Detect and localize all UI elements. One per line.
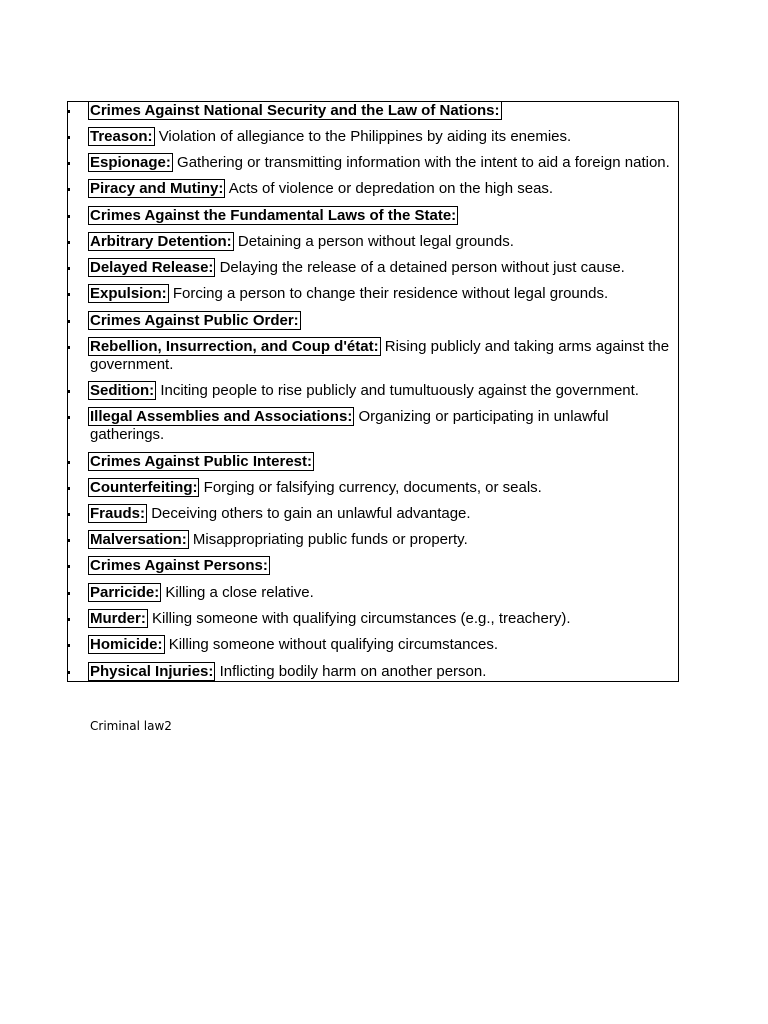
category-heading: Crimes Against Public Order: bbox=[90, 312, 299, 329]
bullet-icon bbox=[67, 390, 70, 393]
term-description: Rising publicly and taking arms against the government. bbox=[90, 338, 670, 373]
term-description: Inciting people to rise publicly and tumultuously against the government. bbox=[160, 382, 639, 399]
bullet-icon bbox=[67, 513, 70, 516]
category-heading: Crimes Against the Fundamental Laws of the State: bbox=[90, 207, 457, 224]
term-label: Murder: bbox=[90, 610, 146, 627]
term-description: Violation of allegiance to the Philippines by aiding its enemies. bbox=[158, 128, 572, 145]
term-description: Acts of violence or depredation on the high seas. bbox=[228, 180, 554, 197]
bullet-icon bbox=[67, 618, 70, 621]
term-label: Expulsion: bbox=[90, 285, 167, 302]
bullet-icon bbox=[67, 267, 70, 270]
term-label: Physical Injuries: bbox=[90, 663, 214, 680]
bullet-icon bbox=[67, 565, 70, 568]
term-label: Rebellion, Insurrection, and Coup d'état: bbox=[90, 338, 379, 355]
term-label: Parricide: bbox=[90, 584, 160, 601]
bullet-icon bbox=[67, 416, 70, 419]
bullet-icon bbox=[67, 110, 70, 113]
term-description: Forging or falsifying currency, documents, or seals. bbox=[203, 479, 542, 496]
term-label: Arbitrary Detention: bbox=[90, 233, 232, 250]
category-heading: Crimes Against Public Interest: bbox=[90, 453, 312, 470]
bullet-icon bbox=[67, 671, 70, 674]
category-heading: Crimes Against National Security and the Law of Nations: bbox=[90, 102, 500, 119]
bullet-icon bbox=[67, 592, 70, 595]
term-description: Killing a close relative. bbox=[165, 584, 314, 601]
category-heading: Crimes Against Persons: bbox=[90, 557, 268, 574]
bullet-icon bbox=[67, 241, 70, 244]
term-description: Deceiving others to gain an unlawful advantage. bbox=[151, 505, 471, 522]
term-description: Organizing or participating in unlawful gatherings. bbox=[90, 408, 609, 443]
term-label: Homicide: bbox=[90, 636, 163, 653]
bullet-icon bbox=[67, 539, 70, 542]
term-label: Piracy and Mutiny: bbox=[90, 180, 224, 197]
bullet-icon bbox=[67, 162, 70, 165]
bullet-icon bbox=[67, 487, 70, 490]
term-label: Treason: bbox=[90, 128, 153, 145]
term-description: Killing someone with qualifying circumstances (e.g., treachery). bbox=[152, 610, 571, 627]
term-description: Inflicting bodily harm on another person. bbox=[219, 663, 487, 680]
bullet-icon bbox=[67, 320, 70, 323]
term-description: Gathering or transmitting information with the intent to aid a foreign nation. bbox=[177, 154, 670, 171]
term-label: Illegal Assemblies and Associations: bbox=[90, 408, 353, 425]
term-description: Detaining a person without legal grounds. bbox=[237, 233, 514, 250]
term-description: Killing someone without qualifying circumstances. bbox=[168, 636, 499, 653]
term-description: Misappropriating public funds or property. bbox=[192, 531, 468, 548]
page-footer: Criminal law2 bbox=[90, 719, 172, 733]
bullet-icon bbox=[67, 293, 70, 296]
crime-list bbox=[67, 101, 679, 682]
term-label: Malversation: bbox=[90, 531, 187, 548]
term-label: Frauds: bbox=[90, 505, 146, 522]
bullet-icon bbox=[67, 215, 70, 218]
term-label: Counterfeiting: bbox=[90, 479, 198, 496]
bullet-icon bbox=[67, 644, 70, 647]
term-description: Forcing a person to change their residence without legal grounds. bbox=[172, 285, 609, 302]
term-label: Espionage: bbox=[90, 154, 171, 171]
bullet-icon bbox=[67, 461, 70, 464]
term-label: Sedition: bbox=[90, 382, 155, 399]
bullet-icon bbox=[67, 346, 70, 349]
bullet-icon bbox=[67, 188, 70, 191]
term-label: Delayed Release: bbox=[90, 259, 214, 276]
term-description: Delaying the release of a detained person without just cause. bbox=[219, 259, 625, 276]
bullet-icon bbox=[67, 136, 70, 139]
